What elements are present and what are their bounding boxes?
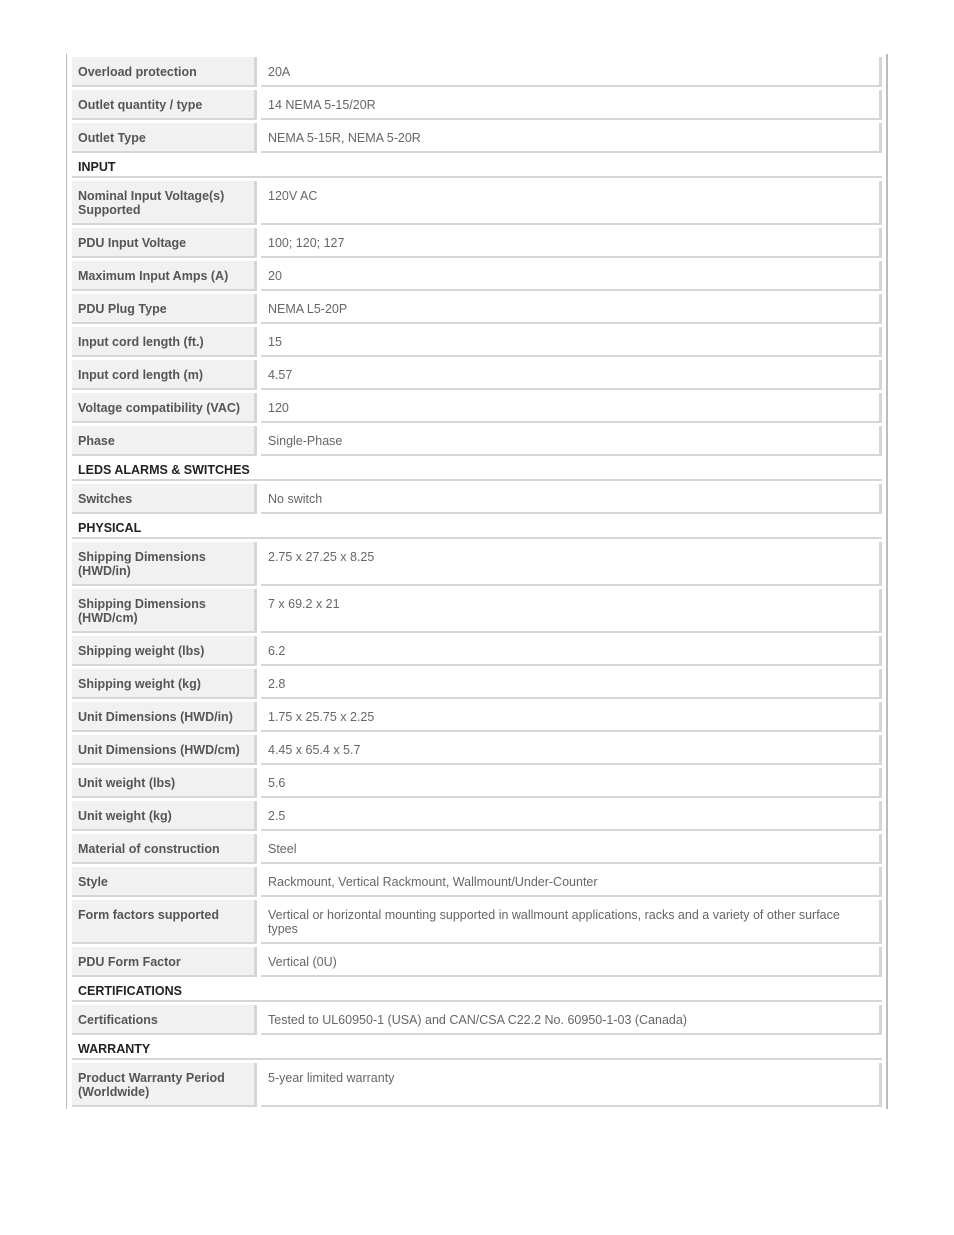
spec-row	[72, 393, 882, 423]
spec-label: Form factors supported	[72, 900, 257, 944]
spec-row	[72, 900, 882, 944]
spec-label: Input cord length (m)	[72, 360, 257, 390]
section-header-row	[72, 979, 882, 1002]
spec-label: Unit weight (lbs)	[72, 768, 257, 798]
spec-row	[72, 669, 882, 699]
spec-row	[72, 768, 882, 798]
spec-table	[66, 54, 888, 1107]
spec-value: Vertical (0U)	[261, 947, 882, 977]
spec-label: Style	[72, 867, 257, 897]
spec-row	[72, 834, 882, 864]
spec-row	[72, 360, 882, 390]
section-title: PHYSICAL	[72, 516, 882, 539]
spec-label: Shipping Dimensions (HWD/in)	[72, 542, 257, 586]
spec-row	[72, 947, 882, 977]
spec-value: 5-year limited warranty	[261, 1063, 882, 1107]
spec-label: Material of construction	[72, 834, 257, 864]
section-title: CERTIFICATIONS	[72, 979, 882, 1002]
spec-value: 2.5	[261, 801, 882, 831]
spec-value: NEMA L5-20P	[261, 294, 882, 324]
spec-value: 4.57	[261, 360, 882, 390]
section-title: WARRANTY	[72, 1037, 882, 1060]
section-header-row	[72, 155, 882, 178]
spec-value: 7 x 69.2 x 21	[261, 589, 882, 633]
spec-label: Maximum Input Amps (A)	[72, 261, 257, 291]
section-title: INPUT	[72, 155, 882, 178]
spec-row	[72, 636, 882, 666]
spec-row	[72, 228, 882, 258]
section-header-row	[72, 1037, 882, 1060]
spec-row	[72, 1005, 882, 1035]
spec-label: Switches	[72, 484, 257, 514]
spec-row	[72, 57, 882, 87]
spec-label: Outlet Type	[72, 123, 257, 153]
section-header-row	[72, 516, 882, 539]
spec-row	[72, 1063, 882, 1107]
spec-label: Nominal Input Voltage(s) Supported	[72, 181, 257, 225]
spec-row	[72, 484, 882, 514]
spec-label: Overload protection	[72, 57, 257, 87]
spec-value: 120V AC	[261, 181, 882, 225]
spec-row	[72, 90, 882, 120]
spec-row	[72, 801, 882, 831]
spec-value: Rackmount, Vertical Rackmount, Wallmount/Under-Counter	[261, 867, 882, 897]
spec-label: PDU Form Factor	[72, 947, 257, 977]
spec-row	[72, 589, 882, 633]
spec-value: NEMA 5-15R, NEMA 5-20R	[261, 123, 882, 153]
spec-label: Unit Dimensions (HWD/in)	[72, 702, 257, 732]
spec-value: Tested to UL60950-1 (USA) and CAN/CSA C22.2 No. 60950-1-03 (Canada)	[261, 1005, 882, 1035]
spec-label: Unit weight (kg)	[72, 801, 257, 831]
spec-value: 15	[261, 327, 882, 357]
spec-label: Outlet quantity / type	[72, 90, 257, 120]
spec-value: Single-Phase	[261, 426, 882, 456]
spec-value: 2.8	[261, 669, 882, 699]
spec-value: 20	[261, 261, 882, 291]
spec-row	[72, 327, 882, 357]
spec-label: Input cord length (ft.)	[72, 327, 257, 357]
spec-value: 1.75 x 25.75 x 2.25	[261, 702, 882, 732]
section-header-row	[72, 458, 882, 481]
spec-value: Vertical or horizontal mounting supported in wallmount applications, racks and a variety of other surface types	[261, 900, 882, 944]
spec-label: Product Warranty Period (Worldwide)	[72, 1063, 257, 1107]
spec-label: Shipping weight (lbs)	[72, 636, 257, 666]
spec-value: 4.45 x 65.4 x 5.7	[261, 735, 882, 765]
spec-label: Shipping Dimensions (HWD/cm)	[72, 589, 257, 633]
spec-label: Certifications	[72, 1005, 257, 1035]
spec-value: 20A	[261, 57, 882, 87]
spec-row	[72, 702, 882, 732]
spec-label: Shipping weight (kg)	[72, 669, 257, 699]
spec-label: PDU Input Voltage	[72, 228, 257, 258]
spec-row	[72, 261, 882, 291]
spec-label: Phase	[72, 426, 257, 456]
spec-value: 5.6	[261, 768, 882, 798]
spec-value: No switch	[261, 484, 882, 514]
spec-row	[72, 735, 882, 765]
spec-value: 100; 120; 127	[261, 228, 882, 258]
spec-row	[72, 123, 882, 153]
spec-label: Unit Dimensions (HWD/cm)	[72, 735, 257, 765]
spec-row	[72, 867, 882, 897]
spec-row	[72, 294, 882, 324]
spec-value: 6.2	[261, 636, 882, 666]
spec-row	[72, 542, 882, 586]
spec-row	[72, 181, 882, 225]
spec-label: Voltage compatibility (VAC)	[72, 393, 257, 423]
spec-value: 120	[261, 393, 882, 423]
spec-row	[72, 426, 882, 456]
spec-label: PDU Plug Type	[72, 294, 257, 324]
spec-value: 2.75 x 27.25 x 8.25	[261, 542, 882, 586]
spec-value: Steel	[261, 834, 882, 864]
section-title: LEDS ALARMS & SWITCHES	[72, 458, 882, 481]
spec-value: 14 NEMA 5-15/20R	[261, 90, 882, 120]
